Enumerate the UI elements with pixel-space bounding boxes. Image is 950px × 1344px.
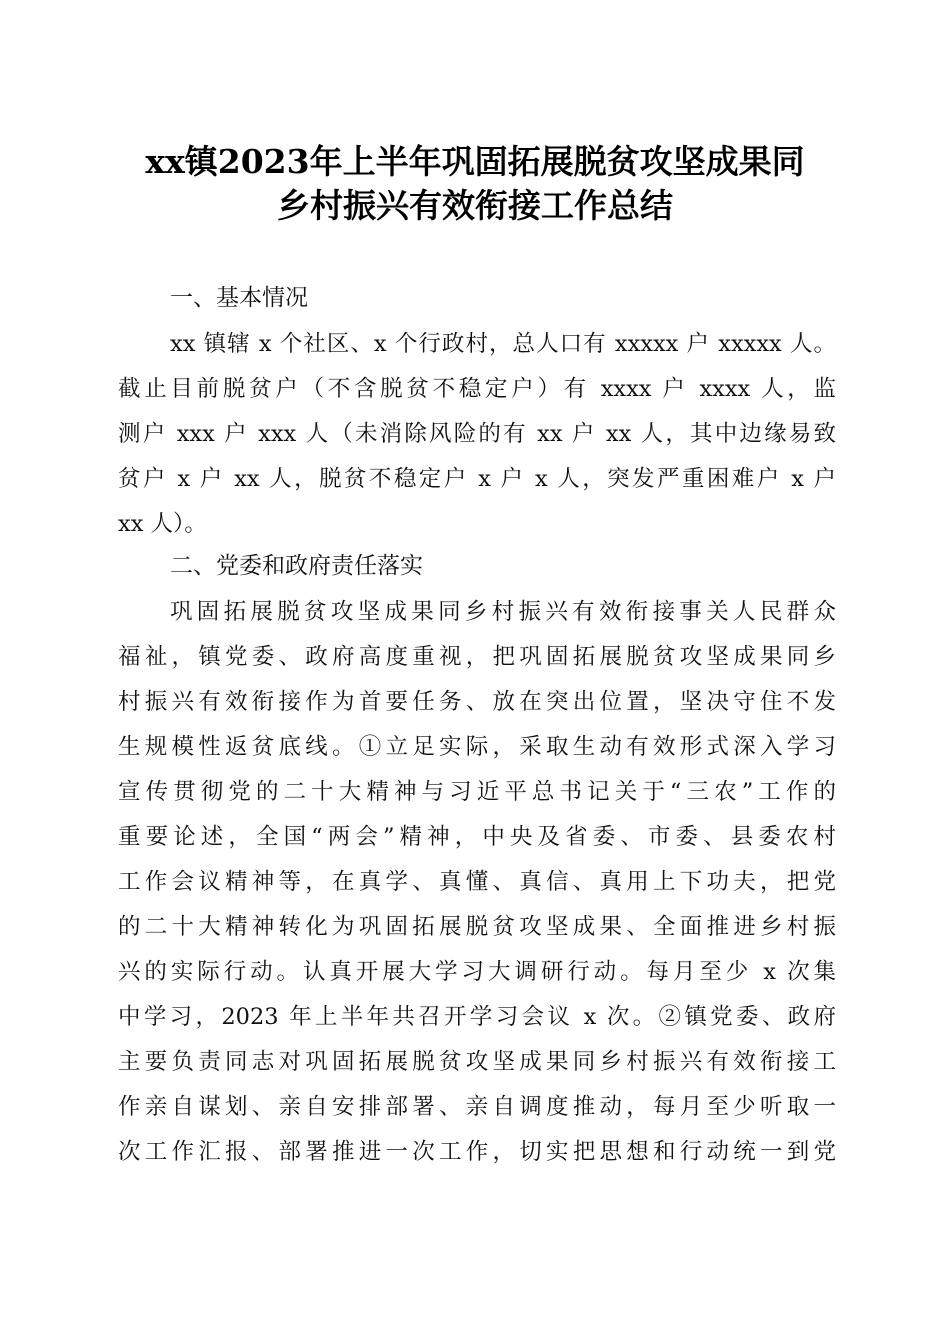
paragraph-line: 的二十大精神转化为巩固拓展脱贫攻坚成果、全面推进乡村振 bbox=[118, 914, 836, 940]
paragraph-line: 宣传贯彻党的二十大精神与习近平总书记关于“三农”工作的 bbox=[118, 779, 836, 805]
paragraph-line: 次工作汇报、部署推进一次工作，切实把思想和行动统一到党 bbox=[118, 1139, 836, 1165]
section-heading-basic-situation: 一、基本情况 bbox=[170, 285, 308, 311]
paragraph-line: 主要负责同志对巩固拓展脱贫攻坚成果同乡村振兴有效衔接工 bbox=[118, 1049, 836, 1075]
document-title-line-1: xx镇2023年上半年巩固拓展脱贫攻坚成果同 bbox=[145, 142, 805, 181]
paragraph-line: 作亲自谋划、亲自安排部署、亲自调度推动，每月至少听取一 bbox=[118, 1094, 836, 1120]
paragraph-line: 福祉，镇党委、政府高度重视，把巩固拓展脱贫攻坚成果同乡 bbox=[118, 644, 836, 670]
section-heading-responsibility: 二、党委和政府责任落实 bbox=[170, 553, 423, 579]
paragraph-line: 村振兴有效衔接作为首要任务、放在突出位置，坚决守住不发 bbox=[118, 689, 836, 715]
paragraph-line: 截止目前脱贫户（不含脱贫不稳定户）有 xxxx 户 xxxx 人，监 bbox=[118, 376, 836, 402]
paragraph-line: xx 人）。 bbox=[118, 511, 207, 537]
paragraph-line: xx 镇辖 x 个社区、x 个行政村，总人口有 xxxxx 户 xxxxx 人。 bbox=[170, 331, 836, 357]
paragraph-line: 生规模性返贫底线。①立足实际，采取生动有效形式深入学习 bbox=[118, 734, 836, 760]
document-title-line-2: 乡村振兴有效衔接工作总结 bbox=[277, 186, 673, 225]
paragraph-line: 中学习，2023 年上半年共召开学习会议 x 次。②镇党委、政府 bbox=[118, 1004, 836, 1030]
paragraph-line: 巩固拓展脱贫攻坚成果同乡村振兴有效衔接事关人民群众 bbox=[170, 599, 836, 625]
paragraph-line: 重要论述，全国“两会”精神，中央及省委、市委、县委农村 bbox=[118, 824, 836, 850]
paragraph-line: 兴的实际行动。认真开展大学习大调研行动。每月至少 x 次集 bbox=[118, 959, 836, 985]
paragraph-line: 贫户 x 户 xx 人，脱贫不稳定户 x 户 x 人，突发严重困难户 x 户 bbox=[118, 466, 836, 492]
paragraph-line: 测户 xxx 户 xxx 人（未消除风险的有 xx 户 xx 人，其中边缘易致 bbox=[118, 421, 836, 447]
paragraph-line: 工作会议精神等，在真学、真懂、真信、真用上下功夫，把党 bbox=[118, 869, 836, 895]
